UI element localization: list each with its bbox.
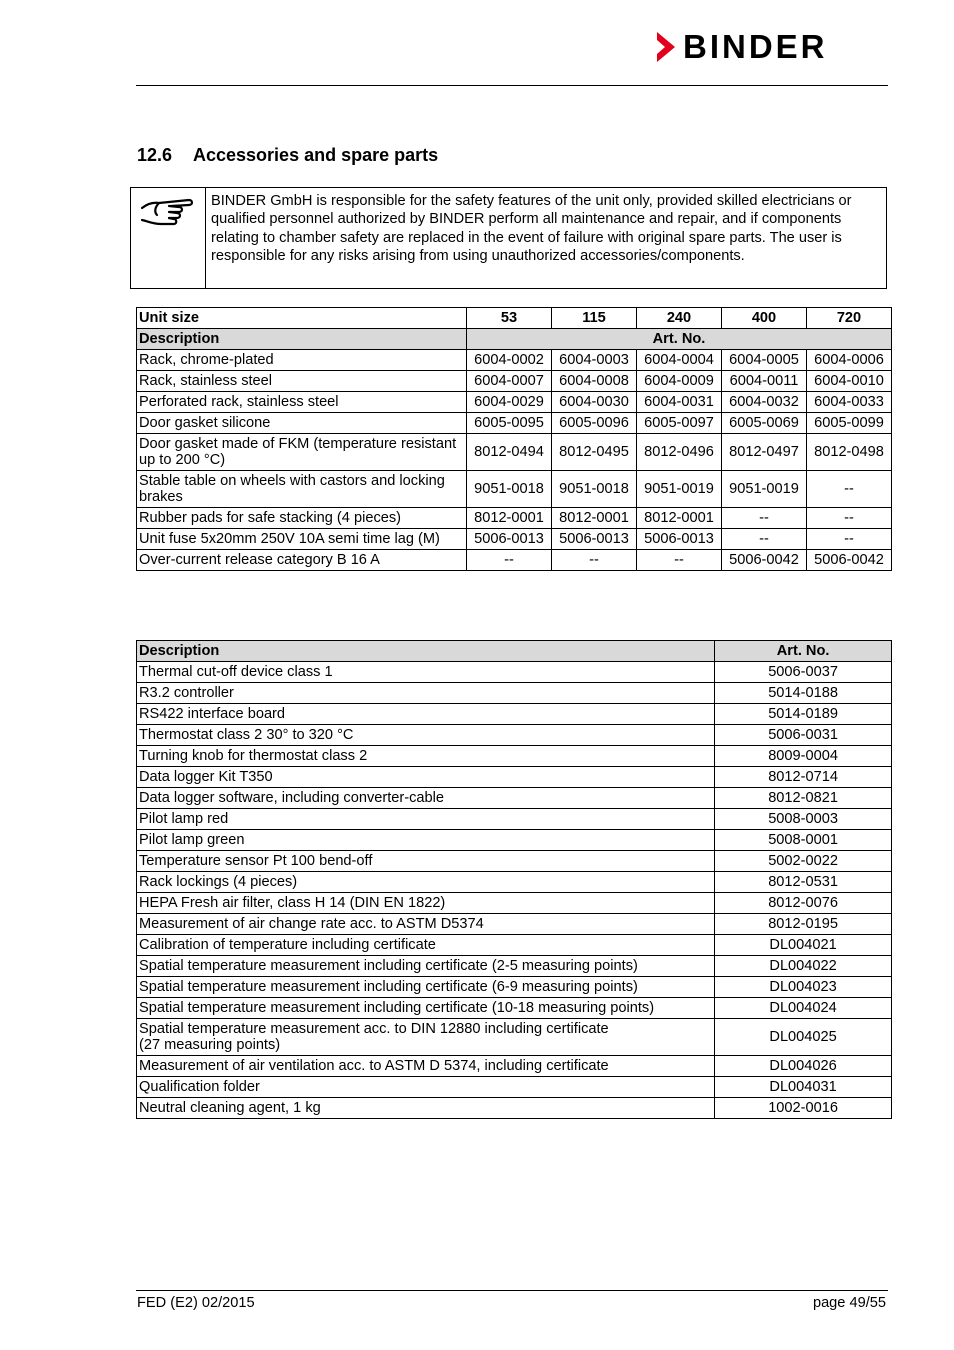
row-description: Stable table on wheels with castors and locking brakes [137, 471, 467, 508]
article-number-cell: -- [637, 550, 722, 571]
table-row [137, 788, 892, 809]
article-number-cell: DL004021 [715, 935, 892, 956]
article-number-cell: 5006-0042 [807, 550, 892, 571]
table-row [137, 830, 892, 851]
article-number-cell: -- [722, 529, 807, 550]
article-number-cell: DL004026 [715, 1056, 892, 1077]
header-divider [136, 85, 888, 86]
article-number-cell: -- [552, 550, 637, 571]
article-number-cell: 6004-0031 [637, 392, 722, 413]
row-description: Data logger software, including converter-cable [137, 788, 715, 809]
article-number-cell: -- [807, 508, 892, 529]
article-number-cell: 5002-0022 [715, 851, 892, 872]
document-code: FED (E2) 02/2015 [137, 1295, 255, 1311]
article-number-cell: 6005-0097 [637, 413, 722, 434]
table-row [137, 956, 892, 977]
logo-text: BINDER [683, 28, 828, 65]
article-number-cell: 5008-0003 [715, 809, 892, 830]
row-description: Measurement of air ventilation acc. to ASTM D 5374, including certificate [137, 1056, 715, 1077]
article-number-cell: 6004-0005 [722, 350, 807, 371]
row-description: HEPA Fresh air filter, class H 14 (DIN EN 1822) [137, 893, 715, 914]
table-row [137, 508, 892, 529]
unit-size-cell: 53 [467, 308, 552, 329]
article-number-cell: DL004022 [715, 956, 892, 977]
art-no-header: Art. No. [715, 641, 892, 662]
article-number-cell: -- [807, 529, 892, 550]
table-row [137, 350, 892, 371]
article-number-cell: 6005-0069 [722, 413, 807, 434]
row-description: Rack, stainless steel [137, 371, 467, 392]
article-number-cell: 6005-0096 [552, 413, 637, 434]
table-row [137, 1077, 892, 1098]
row-description: Calibration of temperature including certificate [137, 935, 715, 956]
row-description: Spatial temperature measurement acc. to DIN 12880 including certificate (27 measuring points) [137, 1019, 715, 1056]
article-number-cell: DL004023 [715, 977, 892, 998]
article-number-cell: 5014-0189 [715, 704, 892, 725]
page-number: page 49/55 [812, 1295, 886, 1311]
row-description: Spatial temperature measurement including certificate (2-5 measuring points) [137, 956, 715, 977]
row-description: Pilot lamp red [137, 809, 715, 830]
article-number-cell: 8012-0531 [715, 872, 892, 893]
unit-size-cell: 720 [807, 308, 892, 329]
article-number-cell: 5006-0013 [552, 529, 637, 550]
table-row [137, 371, 892, 392]
article-number-cell: DL004024 [715, 998, 892, 1019]
article-number-cell: 5006-0037 [715, 662, 892, 683]
row-description: Turning knob for thermostat class 2 [137, 746, 715, 767]
article-number-cell: 6004-0010 [807, 371, 892, 392]
section-title: Accessories and spare parts [193, 145, 439, 165]
article-number-cell: 6004-0006 [807, 350, 892, 371]
article-number-cell: 6005-0095 [467, 413, 552, 434]
article-number-cell: 1002-0016 [715, 1098, 892, 1119]
article-number-cell: 8012-0494 [467, 434, 552, 471]
article-number-cell: 6004-0011 [722, 371, 807, 392]
row-description: Over-current release category B 16 A [137, 550, 467, 571]
article-number-cell: 9051-0018 [552, 471, 637, 508]
table-row [137, 809, 892, 830]
row-description: Pilot lamp green [137, 830, 715, 851]
table-header-row [137, 641, 892, 662]
safety-notice [130, 187, 887, 289]
article-number-cell: 6004-0009 [637, 371, 722, 392]
article-number-cell: 6004-0032 [722, 392, 807, 413]
row-description: Door gasket silicone [137, 413, 467, 434]
article-number-cell: 6004-0003 [552, 350, 637, 371]
article-number-cell: -- [722, 508, 807, 529]
article-number-cell: 8012-0001 [552, 508, 637, 529]
article-number-cell: 8012-0001 [467, 508, 552, 529]
row-description: Rubber pads for safe stacking (4 pieces) [137, 508, 467, 529]
article-number-cell: DL004025 [715, 1019, 892, 1056]
table-row [137, 471, 892, 508]
unit-size-row [137, 308, 892, 329]
table-row [137, 529, 892, 550]
row-description: Measurement of air change rate acc. to ASTM D5374 [137, 914, 715, 935]
notice-text: BINDER GmbH is responsible for the safety features of the unit only, provided skilled electricians or qualified personnel authorized by BINDER perform all maintenance and repair, and if components relating to chamber safety are replaced in the event of failure with original spare parts. The user is responsible for any risks arising from using unauthorized accessories/components. [211, 193, 852, 264]
table-row [137, 550, 892, 571]
article-number-cell: DL004031 [715, 1077, 892, 1098]
description-header: Description [137, 641, 715, 662]
article-number-cell: 5014-0188 [715, 683, 892, 704]
row-description: RS422 interface board [137, 704, 715, 725]
footer-divider [136, 1290, 888, 1291]
row-description: Thermostat class 2 30° to 320 °C [137, 725, 715, 746]
unit-size-cell: 400 [722, 308, 807, 329]
table-row [137, 1019, 892, 1056]
article-number-cell: 6004-0007 [467, 371, 552, 392]
row-description: Qualification folder [137, 1077, 715, 1098]
article-number-cell: 8012-0821 [715, 788, 892, 809]
table-row [137, 872, 892, 893]
article-number-cell: 8009-0004 [715, 746, 892, 767]
article-number-cell: 8012-0001 [637, 508, 722, 529]
table-row [137, 1056, 892, 1077]
table-row [137, 935, 892, 956]
table-row [137, 725, 892, 746]
article-number-cell: 8012-0495 [552, 434, 637, 471]
table-row [137, 704, 892, 725]
pointing-hand-icon [131, 188, 206, 288]
logo-arrow-icon [655, 30, 677, 64]
binder-logo [655, 30, 828, 64]
unit-size-label: Unit size [137, 308, 467, 329]
spare-parts-table [136, 640, 892, 1119]
article-number-cell: -- [807, 471, 892, 508]
table-row [137, 662, 892, 683]
article-number-cell: 5006-0013 [637, 529, 722, 550]
row-description: Data logger Kit T350 [137, 767, 715, 788]
article-number-cell: 5008-0001 [715, 830, 892, 851]
article-number-cell: 9051-0019 [637, 471, 722, 508]
row-description: R3.2 controller [137, 683, 715, 704]
article-number-cell: 5006-0042 [722, 550, 807, 571]
unit-size-cell: 115 [552, 308, 637, 329]
table-row [137, 851, 892, 872]
table-row [137, 977, 892, 998]
article-number-cell: 8012-0076 [715, 893, 892, 914]
article-number-cell: 8012-0498 [807, 434, 892, 471]
section-number: 12.6 [137, 145, 173, 165]
article-number-cell: -- [467, 550, 552, 571]
table-row [137, 767, 892, 788]
article-number-cell: 6004-0002 [467, 350, 552, 371]
article-number-cell: 5006-0013 [467, 529, 552, 550]
table-row [137, 392, 892, 413]
row-description: Spatial temperature measurement including certificate (10-18 measuring points) [137, 998, 715, 1019]
article-number-cell: 9051-0018 [467, 471, 552, 508]
row-description: Neutral cleaning agent, 1 kg [137, 1098, 715, 1119]
row-description: Rack, chrome-plated [137, 350, 467, 371]
row-description: Temperature sensor Pt 100 bend-off [137, 851, 715, 872]
table-row [137, 746, 892, 767]
section-heading [137, 145, 438, 166]
article-number-cell: 8012-0497 [722, 434, 807, 471]
table-row [137, 914, 892, 935]
table-row [137, 893, 892, 914]
table-row [137, 434, 892, 471]
article-number-cell: 6004-0033 [807, 392, 892, 413]
row-description: Rack lockings (4 pieces) [137, 872, 715, 893]
article-number-cell: 6005-0099 [807, 413, 892, 434]
table-row [137, 998, 892, 1019]
article-number-cell: 8012-0714 [715, 767, 892, 788]
article-number-cell: 6004-0004 [637, 350, 722, 371]
row-description: Perforated rack, stainless steel [137, 392, 467, 413]
table-row [137, 413, 892, 434]
article-number-cell: 6004-0008 [552, 371, 637, 392]
article-number-cell: 9051-0019 [722, 471, 807, 508]
article-number-cell: 6004-0029 [467, 392, 552, 413]
row-description: Spatial temperature measurement including certificate (6-9 measuring points) [137, 977, 715, 998]
row-description: Thermal cut-off device class 1 [137, 662, 715, 683]
row-description: Door gasket made of FKM (temperature resistant up to 200 °C) [137, 434, 467, 471]
art-no-header: Art. No. [467, 329, 892, 350]
row-description: Unit fuse 5x20mm 250V 10A semi time lag (M) [137, 529, 467, 550]
table-header-row [137, 329, 892, 350]
article-number-cell: 8012-0496 [637, 434, 722, 471]
article-number-cell: 8012-0195 [715, 914, 892, 935]
accessories-table [136, 307, 892, 571]
table-row [137, 1098, 892, 1119]
table-row [137, 683, 892, 704]
article-number-cell: 6004-0030 [552, 392, 637, 413]
description-header: Description [137, 329, 467, 350]
article-number-cell: 5006-0031 [715, 725, 892, 746]
unit-size-cell: 240 [637, 308, 722, 329]
